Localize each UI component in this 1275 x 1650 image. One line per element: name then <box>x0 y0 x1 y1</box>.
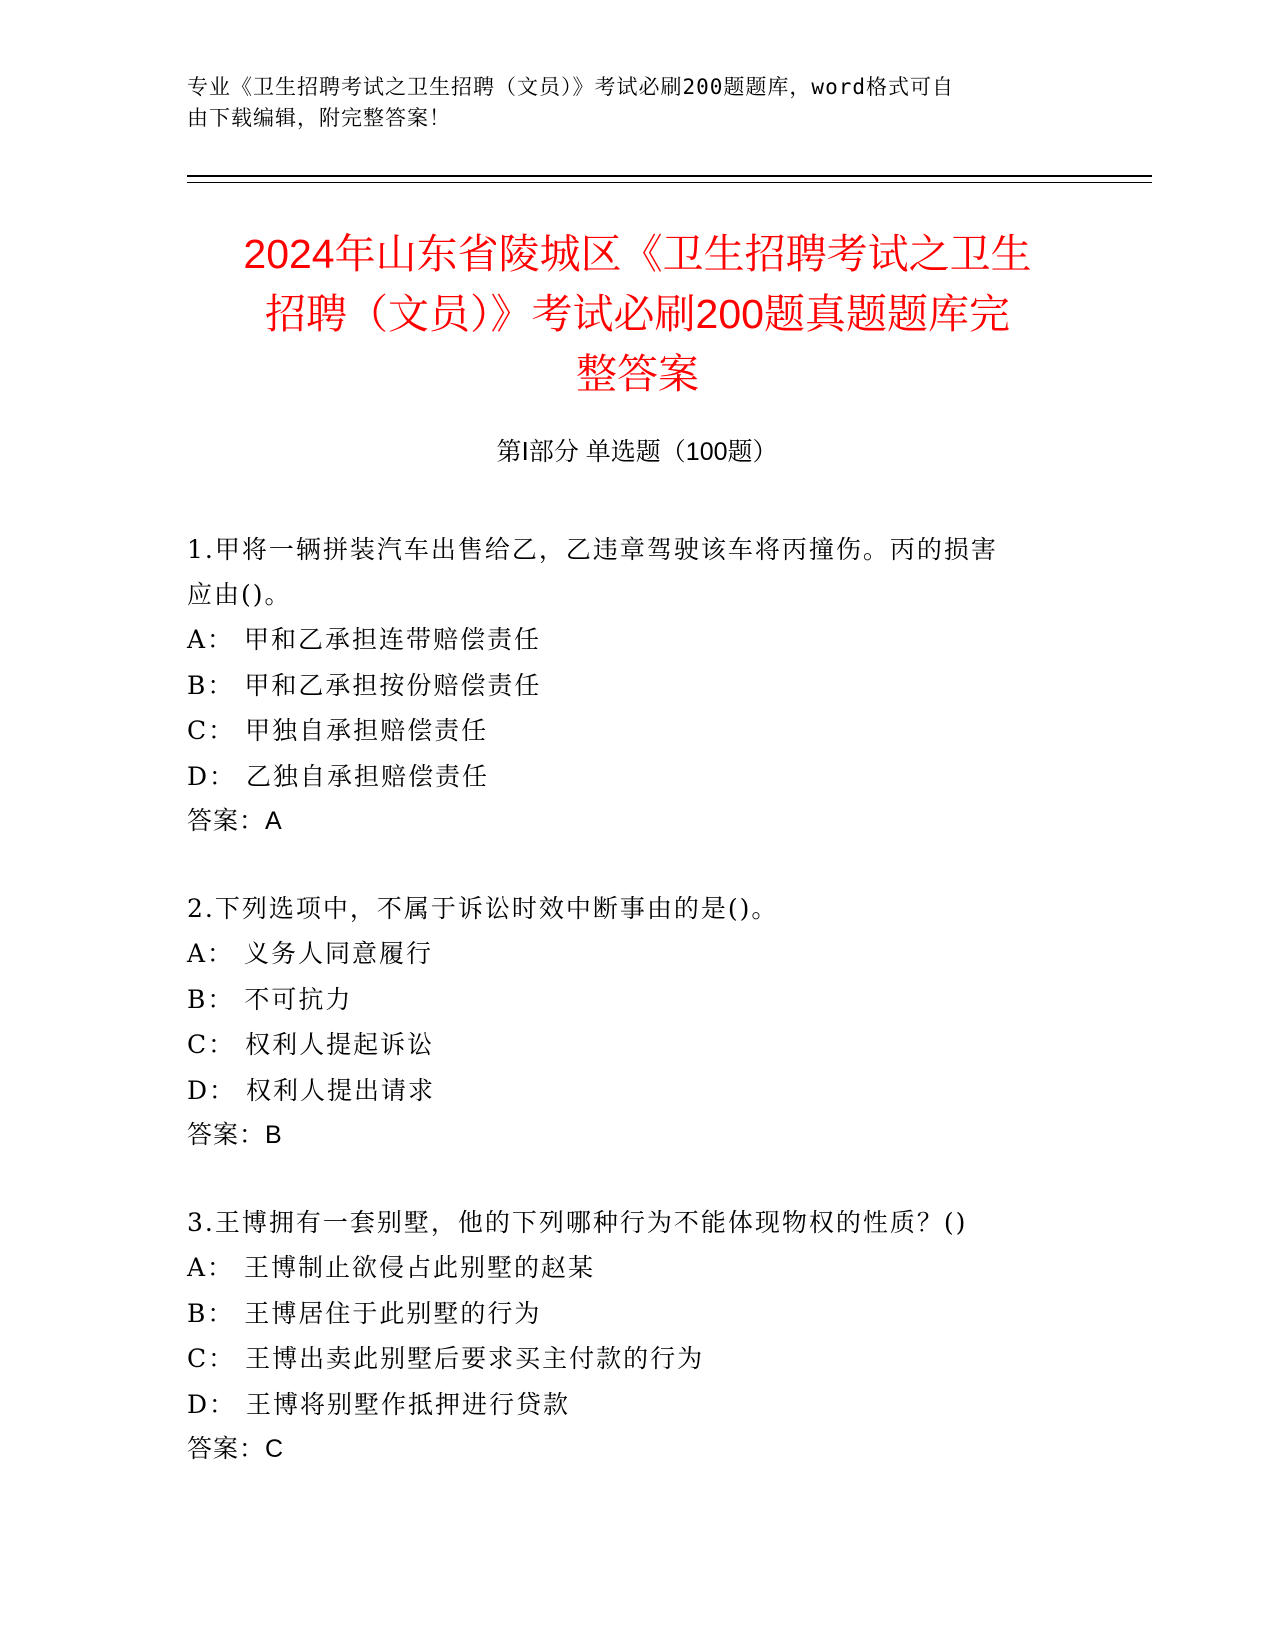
option-a: A： 王博制止欲侵占此别墅的赵某 <box>187 1253 596 1282</box>
option-c: C： 甲独自承担赔偿责任 <box>187 716 489 745</box>
option-a: A： 甲和乙承担连带赔偿责任 <box>187 625 542 654</box>
question-stem: 2.下列选项中，不属于诉讼时效中断事由的是()。 <box>187 894 779 923</box>
question-2 <box>187 886 1067 1159</box>
header-note-line-1: 专业《卫生招聘考试之卫生招聘（文员）》考试必刷200题题库，word格式可自 <box>187 75 954 99</box>
option-b: B： 甲和乙承担按份赔偿责任 <box>187 670 542 700</box>
question-3 <box>187 1200 1067 1473</box>
section-title: 第Ⅰ部分 单选题（100题） <box>496 438 778 466</box>
page-title-line-2: 招聘（文员）》考试必刷200题真题题库完 <box>265 291 1010 337</box>
option-d: D： 乙独自承担赔偿责任 <box>187 761 489 791</box>
option-c: C： 权利人提起诉讼 <box>187 1030 435 1059</box>
option-b: B： 王博居住于此别墅的行为 <box>187 1298 542 1328</box>
page-title-line-1: 2024年山东省陵城区《卫生招聘考试之卫生 <box>243 231 1032 277</box>
answer: 答案：C <box>187 1435 285 1463</box>
question-stem: 3.王博拥有一套别墅，他的下列哪种行为不能体现物权的性质？() <box>187 1208 968 1237</box>
header-divider-thin <box>187 182 1152 183</box>
answer: 答案：A <box>187 807 283 835</box>
header-note <box>187 72 1067 134</box>
answer: 答案：B <box>187 1121 283 1149</box>
header-note-line-2: 由下载编辑，附完整答案！ <box>187 106 451 130</box>
page-title-line-3: 整答案 <box>576 351 699 397</box>
option-b: B： 不可抗力 <box>187 984 353 1014</box>
question-stem-continued: 应由()。 <box>187 580 292 609</box>
option-a: A： 义务人同意履行 <box>187 939 434 968</box>
header-divider-thick <box>187 175 1152 177</box>
option-c: C： 王博出卖此别墅后要求买主付款的行为 <box>187 1344 705 1373</box>
page-title <box>170 224 1105 404</box>
question-1 <box>187 527 1067 845</box>
option-d: D： 权利人提出请求 <box>187 1075 435 1105</box>
question-stem: 1.甲将一辆拼装汽车出售给乙，乙违章驾驶该车将丙撞伤。丙的损害 <box>187 535 998 564</box>
option-d: D： 王博将别墅作抵押进行贷款 <box>187 1389 570 1419</box>
